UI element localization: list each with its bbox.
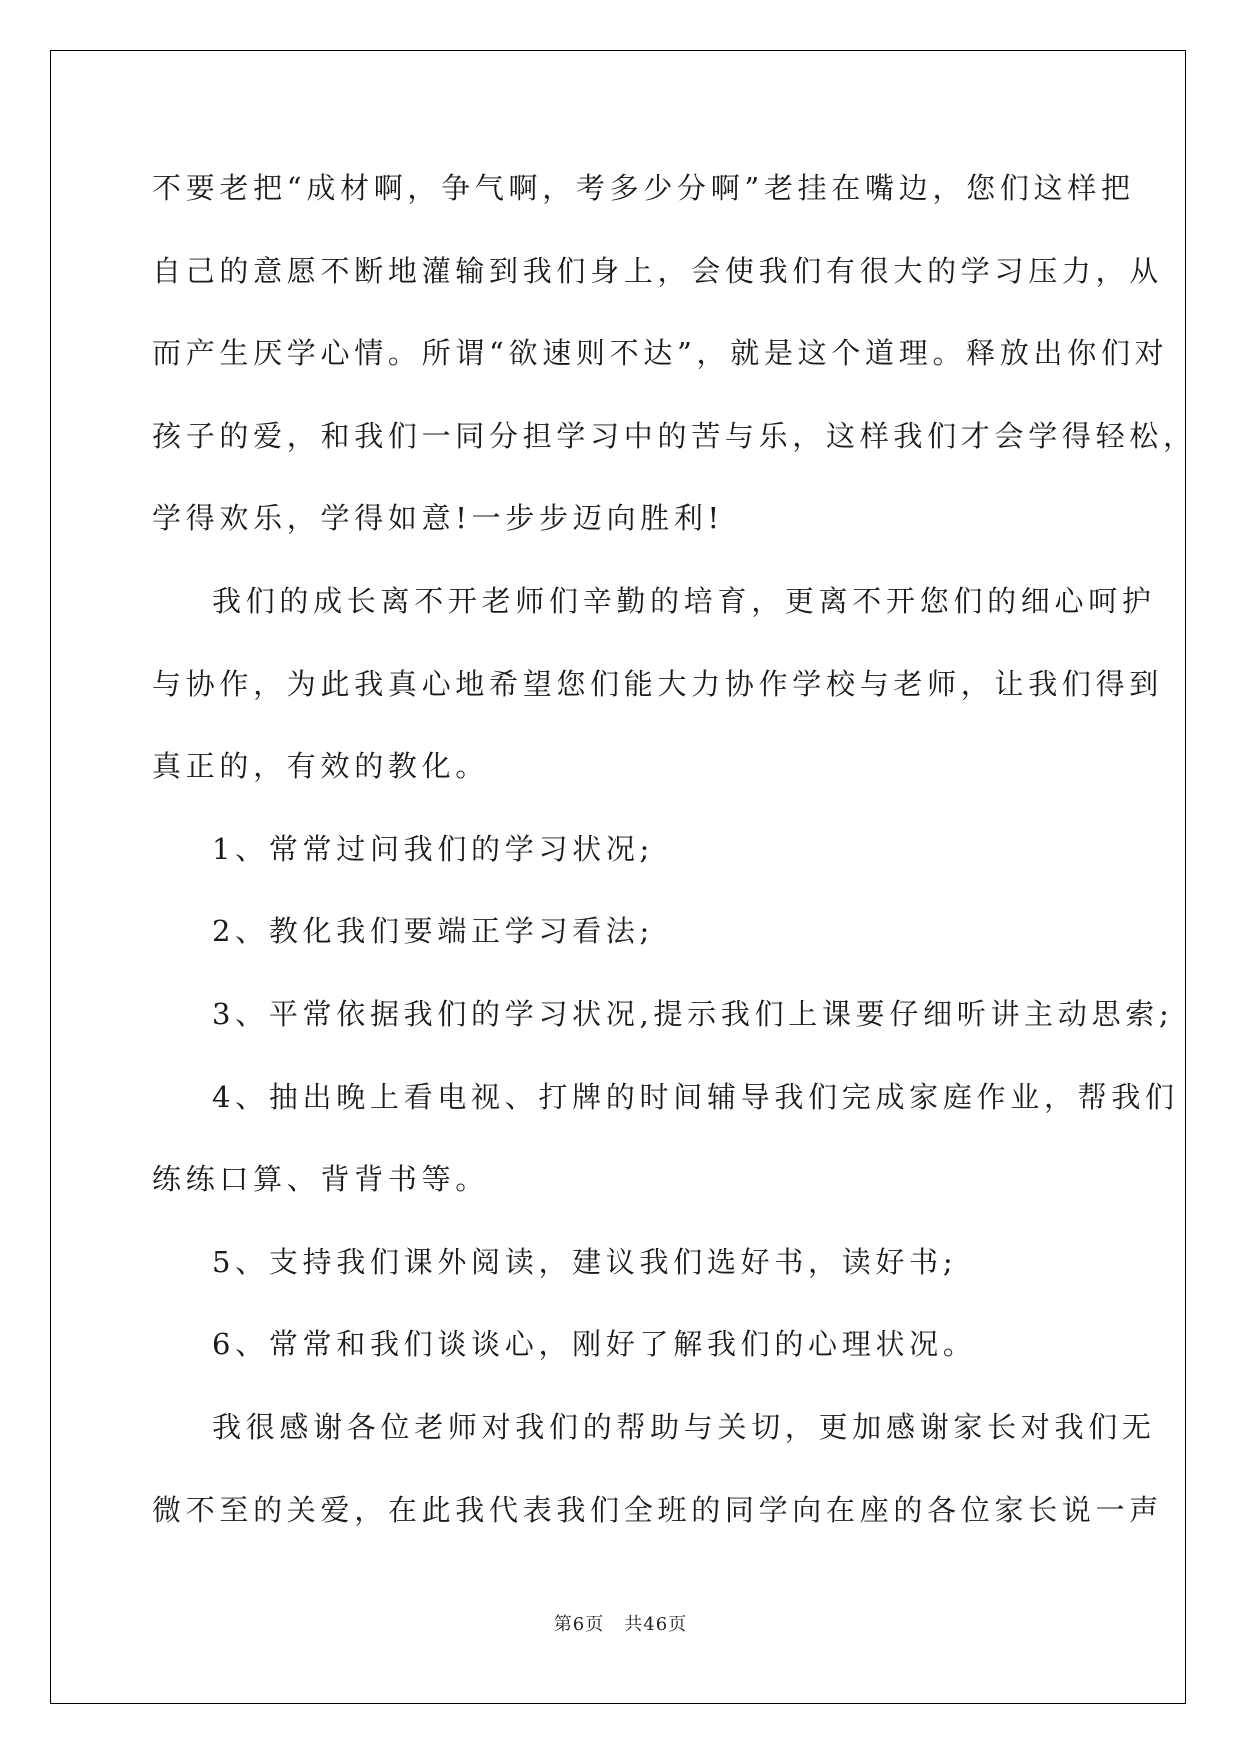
document-body bbox=[152, 168, 1197, 1572]
text-line: 学得欢乐，学得如意!一步步迈向胜利! bbox=[152, 501, 724, 536]
text-line: 不要老把“成材啊，争气啊，考多少分啊”老挂在嘴边，您们这样把 bbox=[152, 171, 1135, 205]
text-line: 与协作，为此我真心地希望您们能大力协作学校与老师，让我们得到 bbox=[152, 666, 1164, 701]
text-line: 练练口算、背背书等。 bbox=[152, 1162, 490, 1197]
text-line: 我很感谢各位老师对我们的帮助与关切，更加感谢家长对我们无 bbox=[212, 1409, 1156, 1444]
text-line: 而产生厌学心情。所谓“欲速则不达”，就是这个道理。释放出你们对 bbox=[152, 336, 1169, 371]
page-footer bbox=[0, 1610, 1241, 1636]
page-number: 第6页 bbox=[553, 1614, 605, 1635]
list-item: 5、支持我们课外阅读，建议我们选好书，读好书; bbox=[212, 1244, 958, 1279]
text-line: 孩子的爱，和我们一同分担学习中的苦与乐，这样我们才会学得轻松， bbox=[152, 418, 1197, 453]
list-item: 6、常常和我们谈谈心，刚好了解我们的心理状况。 bbox=[212, 1327, 977, 1362]
text-line: 真正的，有效的教化。 bbox=[152, 749, 490, 784]
text-line: 我们的成长离不开老师们辛勤的培育，更离不开您们的细心呵护 bbox=[212, 583, 1156, 618]
text-line: 自己的意愿不断地灌输到我们身上，会使我们有很大的学习压力，从 bbox=[152, 253, 1164, 288]
list-item: 4、抽出晚上看电视、打牌的时间辅导我们完成家庭作业，帮我们 bbox=[212, 1079, 1179, 1114]
text-line: 微不至的关爱，在此我代表我们全班的同学向在座的各位家长说一声 bbox=[152, 1492, 1164, 1527]
page-total: 共46页 bbox=[624, 1614, 688, 1635]
list-item: 3、平常依据我们的学习状况,提示我们上课要仔细听讲主动思索; bbox=[212, 996, 1174, 1031]
list-item: 2、教化我们要端正学习看法; bbox=[212, 914, 655, 949]
list-item: 1、常常过问我们的学习状况; bbox=[212, 831, 655, 866]
